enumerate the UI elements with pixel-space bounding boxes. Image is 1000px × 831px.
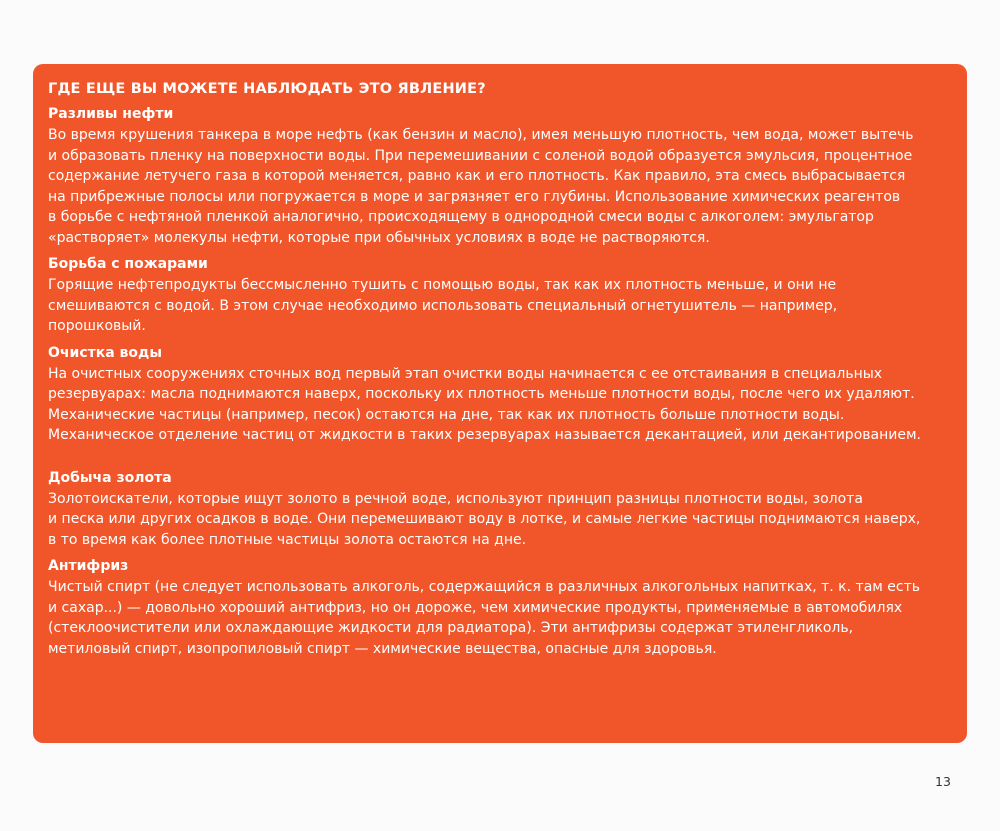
text-line: Во время крушения танкера в море нефть (как бензин и масло), имея меньшую плотность, чем вода, может вытечь <box>48 127 914 143</box>
text-line: Механическое отделение частиц от жидкости в таких резервуарах называется декантацией, или декантированием. <box>48 427 921 443</box>
section-heading: Очистка воды <box>48 344 163 361</box>
text-line: и сахар...) — довольно хороший антифриз, но он дороже, чем химические продукты, применяемые в автомобилях <box>48 599 903 616</box>
box-title: ГДЕ ЕЩЕ ВЫ МОЖЕТЕ НАБЛЮДАТЬ ЭТО ЯВЛЕНИЕ? <box>48 81 486 97</box>
section-heading: Добыча золота <box>48 469 172 486</box>
section-heading: Борьба с пожарами <box>48 256 208 272</box>
info-box <box>33 64 967 743</box>
text-line: в то время как более плотные частицы золота остаются на дне. <box>48 531 527 548</box>
section-water-treatment <box>48 343 945 446</box>
section-antifreeze <box>48 556 945 659</box>
text-line: «растворяет» молекулы нефти, которые при обычных условиях в воде не растворяются. <box>48 229 710 246</box>
section-text <box>48 275 945 337</box>
text-line: резервуарах: масла поднимаются наверх, поскольку их плотность меньше плотности воды, после чего их удаляют. <box>48 386 915 402</box>
section-heading: Разливы нефти <box>48 106 174 122</box>
section-text <box>48 489 945 551</box>
text-line: На очистных сооружениях сточных вод первый этап очистки воды начинается с ее отстаивания в специальных <box>48 365 883 382</box>
text-line: Золотоискатели, которые ищут золото в речной воде, используют принцип разницы плотности воды, золота <box>48 490 863 507</box>
page-number: 13 <box>935 774 951 789</box>
section-text <box>48 125 945 248</box>
text-line: содержание летучего газа в которой меняется, равно как и его плотность. Как правило, эта смесь выбрасывается <box>48 168 906 184</box>
text-line: в борьбе с нефтяной пленкой аналогично, происходящему в однородной смеси воды с алкоголем: эмульгатор <box>48 209 874 225</box>
section-heading: Антифриз <box>48 558 129 574</box>
text-line: и песка или других осадков в воде. Они перемешивают воду в лотке, и самые легкие частицы поднимаются наверх, <box>48 511 921 527</box>
text-line: Механические частицы (например, песок) остаются на дне, так как их плотность больше плотности воды. <box>48 406 845 423</box>
text-line: Горящие нефтепродукты бессмысленно тушить с помощью воды, так как их плотность меньше, и они не <box>48 277 837 293</box>
text-line: Чистый спирт (не следует использовать алкоголь, содержащийся в различных алкогольных напитках, т. к. там есть <box>48 579 920 595</box>
text-line: порошковый. <box>48 318 146 334</box>
text-line: смешиваются с водой. В этом случае необходимо использовать специальный огнетушитель — например, <box>48 297 838 314</box>
section-text <box>48 364 945 446</box>
text-line: на прибрежные полосы или погружается в море и загрязняет его глубины. Использование химических реагентов <box>48 188 901 205</box>
section-gold-mining <box>48 468 945 551</box>
section-firefighting <box>48 254 945 337</box>
text-line: и образовать пленку на поверхности воды. При перемешивании с соленой водой образуется эмульсия, процентное <box>48 147 913 164</box>
section-oil-spills <box>48 104 945 248</box>
text-line: (стеклоочистители или охлаждающие жидкости для радиатора). Эти антифризы содержат этиленгликоль, <box>48 620 854 636</box>
text-line: метиловый спирт, изопропиловый спирт — химические вещества, опасные для здоровья. <box>48 640 717 657</box>
section-text <box>48 577 945 659</box>
